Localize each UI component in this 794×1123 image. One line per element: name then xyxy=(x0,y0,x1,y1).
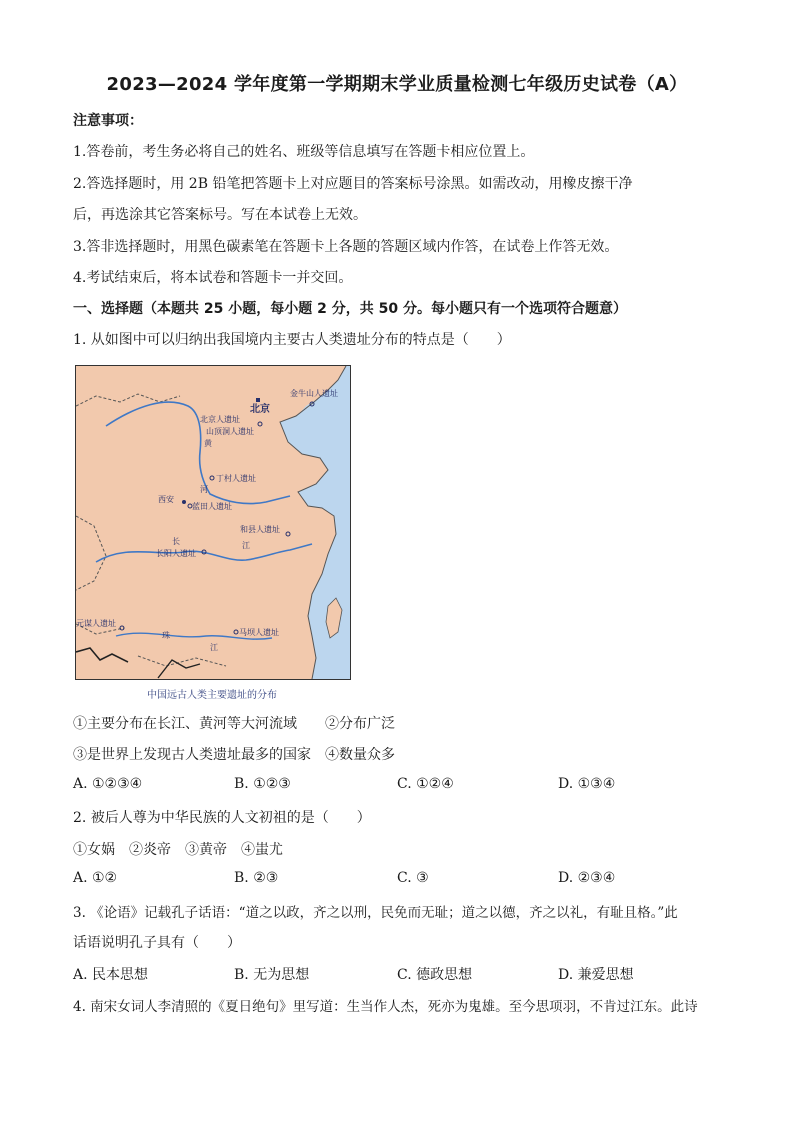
section-heading: 一、选择题（本题共 25 小题，每小题 2 分，共 50 分。每小题只有一个选项符合题意） xyxy=(73,301,627,317)
xian-marker xyxy=(182,500,186,504)
q3-option-c[interactable]: C. 德政思想 xyxy=(397,967,473,983)
q3-option-d[interactable]: D. 兼爱思想 xyxy=(558,967,634,983)
ancient-sites-map xyxy=(75,365,351,680)
label-river-huang: 黄 xyxy=(204,439,212,448)
exam-title: 2023—2024 学年度第一学期期末学业质量检测七年级历史试卷（A） xyxy=(106,74,688,95)
q3-option-a[interactable]: A. 民本思想 xyxy=(73,967,149,983)
label-yuanmou: 元谋人遗址 xyxy=(76,619,116,628)
map-caption: 中国远古人类主要遗址的分布 xyxy=(147,690,277,701)
q2-option-c[interactable]: C. ③ xyxy=(397,870,429,886)
map-graphic xyxy=(76,366,350,679)
notice-item-3: 3.答非选择题时，用黑色碳素笔在答题卡上各题的答题区域内作答，在试卷上作答无效。 xyxy=(73,239,619,255)
q1-statements-1: ①主要分布在长江、黄河等大河流域 ②分布广泛 xyxy=(73,716,395,732)
notice-item-1: 1.答卷前，考生务必将自己的姓名、班级等信息填写在答题卡相应位置上。 xyxy=(73,144,535,160)
q3-option-b[interactable]: B. 无为思想 xyxy=(234,967,310,983)
label-river-jiang-2: 江 xyxy=(210,643,218,652)
notice-item-4: 4.考试结束后，将本试卷和答题卡一并交回。 xyxy=(73,270,353,286)
q1-statements-2: ③是世界上发现古人类遗址最多的国家 ④数量众多 xyxy=(73,747,395,763)
q3-stem-line-2: 话语说明孔子具有（ ） xyxy=(73,935,241,951)
label-changyang: 长阳人遗址 xyxy=(156,549,196,558)
label-xian: 西安 xyxy=(158,495,174,504)
q2-option-d[interactable]: D. ②③④ xyxy=(558,870,616,886)
label-river-chang: 长 xyxy=(172,537,180,546)
label-river-jiang: 江 xyxy=(242,541,250,550)
label-beijing: 北京 xyxy=(250,404,270,415)
label-lantian: 蓝田人遗址 xyxy=(192,502,232,511)
q1-stem: 1. 从如图中可以归纳出我国境内主要古人类遗址分布的特点是（ ） xyxy=(73,332,511,348)
label-maba: 马坝人遗址 xyxy=(239,628,279,637)
label-river-zhu: 珠 xyxy=(162,631,170,640)
q1-option-a[interactable]: A. ①②③④ xyxy=(73,776,143,792)
label-river-he: 河 xyxy=(200,485,208,494)
q2-stem: 2. 被后人尊为中华民族的人文初祖的是（ ） xyxy=(73,810,371,826)
beijing-marker xyxy=(256,398,260,402)
q2-option-b[interactable]: B. ②③ xyxy=(234,870,279,886)
notice-item-2-cont: 后，再选涂其它答案标号。写在本试卷上无效。 xyxy=(73,207,367,223)
label-jinniushan: 金牛山人遗址 xyxy=(290,389,338,398)
q1-option-c[interactable]: C. ①②④ xyxy=(397,776,454,792)
q1-option-d[interactable]: D. ①③④ xyxy=(558,776,616,792)
label-dingcun: 丁村人遗址 xyxy=(216,474,256,483)
q4-stem-line-1: 4. 南宋女词人李清照的《夏日绝句》里写道：生当作人杰，死亦为鬼雄。至今思项羽，不肯过江东。此诗 xyxy=(73,999,698,1015)
notice-heading: 注意事项： xyxy=(73,113,143,129)
label-beijingren: 北京人遗址 xyxy=(200,415,240,424)
label-shandingdong: 山顶洞人遗址 xyxy=(206,427,254,436)
notice-item-2: 2.答选择题时，用 2B 铅笔把答题卡上对应题目的答案标号涂黑。如需改动，用橡皮擦干净 xyxy=(73,176,633,192)
q1-option-b[interactable]: B. ①②③ xyxy=(234,776,291,792)
q3-stem-line-1: 3. 《论语》记载孔子话语：“道之以政，齐之以刑，民免而无耻；道之以德，齐之以礼，有耻且格。”此 xyxy=(73,905,678,921)
q2-statements: ①女娲 ②炎帝 ③黄帝 ④蚩尤 xyxy=(73,842,283,858)
q2-option-a[interactable]: A. ①② xyxy=(73,870,118,886)
label-hexian: 和县人遗址 xyxy=(240,525,280,534)
